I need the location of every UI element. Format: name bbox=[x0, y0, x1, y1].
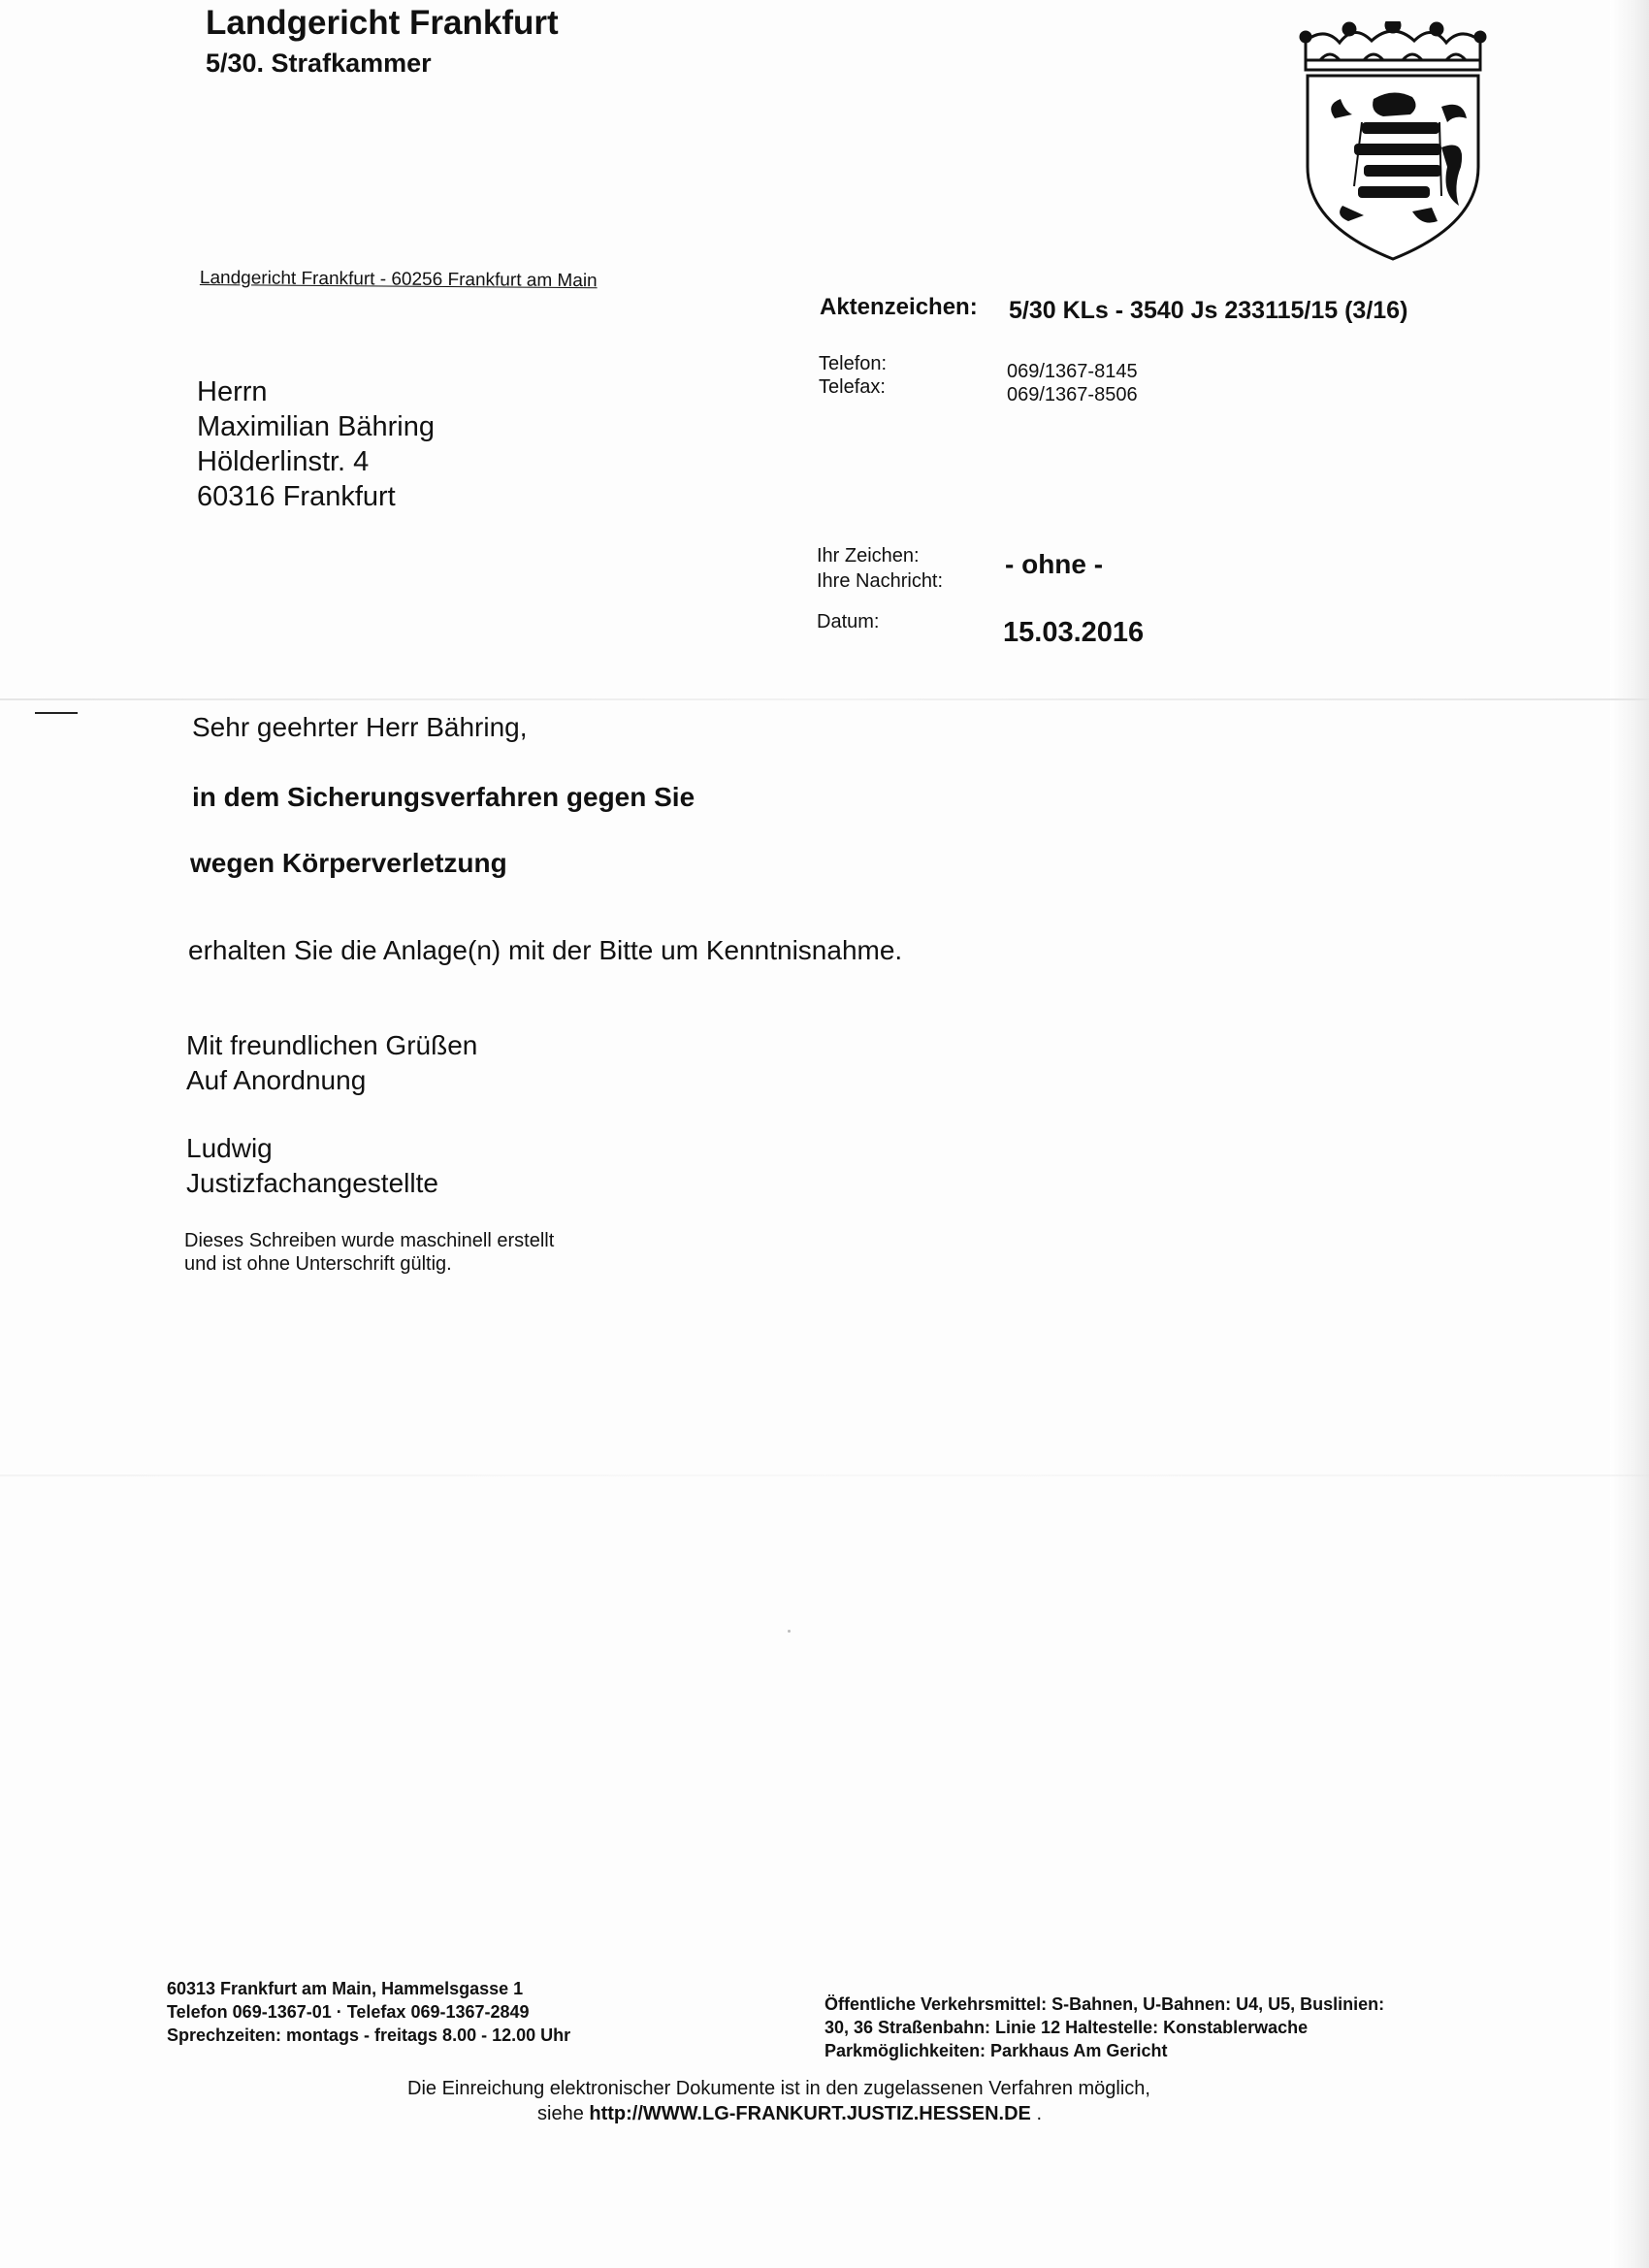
footer-website-link[interactable]: http://WWW.LG-FRANKURT.JUSTIZ.HESSEN.DE bbox=[589, 2103, 1031, 2124]
recipient-salutation: Herrn bbox=[197, 376, 268, 407]
ihr-zeichen-value: - ohne - bbox=[1005, 549, 1104, 579]
footer-address: 60313 Frankfurt am Main, Hammelsgasse 1 bbox=[167, 1979, 524, 1998]
footer-website-line bbox=[537, 2103, 1042, 2125]
footer-hours: Sprechzeiten: montags - freitags 8.00 - 12.00 Uhr bbox=[167, 2025, 571, 2045]
recipient-city: 60316 Frankfurt bbox=[197, 481, 396, 512]
greeting: Sehr geehrter Herr Bähring, bbox=[192, 712, 528, 742]
telefax-label: Telefax: bbox=[819, 376, 886, 398]
ihre-nachricht-label: Ihre Nachricht: bbox=[817, 570, 944, 592]
telefon-value: 069/1367-8145 bbox=[1007, 361, 1138, 382]
datum-label: Datum: bbox=[817, 611, 880, 632]
telefon-label: Telefon: bbox=[819, 353, 888, 374]
subject-line-2: wegen Körperverletzung bbox=[190, 848, 507, 878]
footer-website-prefix: siehe bbox=[537, 2103, 590, 2124]
machine-note-2: und ist ohne Unterschrift gültig. bbox=[184, 1253, 452, 1275]
paper-fold-line bbox=[0, 698, 1649, 700]
machine-note-1: Dieses Schreiben wurde maschinell erstellt bbox=[184, 1230, 555, 1251]
subject-line-1: in dem Sicherungsverfahren gegen Sie bbox=[192, 782, 695, 812]
sender-address-line: Landgericht Frankfurt - 60256 Frankfurt am Main bbox=[199, 268, 598, 292]
paper-fold-line bbox=[0, 1474, 1649, 1476]
fold-mark bbox=[35, 712, 78, 714]
scan-speck bbox=[788, 1630, 791, 1633]
aktenzeichen-label: Aktenzeichen: bbox=[820, 294, 978, 320]
signer-name: Ludwig bbox=[186, 1133, 273, 1163]
footer-website-suffix: . bbox=[1030, 2103, 1043, 2124]
telefax-value: 069/1367-8506 bbox=[1007, 384, 1138, 405]
closing-order: Auf Anordnung bbox=[186, 1065, 367, 1095]
aktenzeichen-value: 5/30 KLs - 3540 Js 233115/15 (3/16) bbox=[1009, 297, 1408, 324]
court-name: Landgericht Frankfurt bbox=[206, 4, 559, 42]
footer-transit-2: 30, 36 Straßenbahn: Linie 12 Haltestelle: Konstablerwache bbox=[824, 2018, 1309, 2037]
scan-edge bbox=[1610, 0, 1649, 2268]
footer-electronic-notice: Die Einreichung elektronischer Dokumente ist in den zugelassenen Verfahren möglich, bbox=[407, 2078, 1150, 2099]
ihr-zeichen-label: Ihr Zeichen: bbox=[817, 545, 920, 567]
datum-value: 15.03.2016 bbox=[1003, 617, 1145, 648]
chamber-name: 5/30. Strafkammer bbox=[206, 49, 432, 78]
footer-parking: Parkmöglichkeiten: Parkhaus Am Gericht bbox=[824, 2041, 1168, 2060]
footer-transit-1: Öffentliche Verkehrsmittel: S-Bahnen, U-Bahnen: U4, U5, Buslinien: bbox=[824, 1994, 1385, 2014]
body-paragraph: erhalten Sie die Anlage(n) mit der Bitte um Kenntnisnahme. bbox=[188, 935, 903, 965]
closing-greeting: Mit freundlichen Grüßen bbox=[186, 1030, 478, 1060]
footer-phone: Telefon 069-1367-01 · Telefax 069-1367-2849 bbox=[167, 2002, 530, 2022]
hessen-coat-of-arms-icon bbox=[1296, 21, 1490, 264]
recipient-street: Hölderlinstr. 4 bbox=[197, 446, 370, 477]
signer-title: Justizfachangestellte bbox=[186, 1168, 438, 1198]
recipient-name: Maximilian Bähring bbox=[197, 411, 435, 442]
